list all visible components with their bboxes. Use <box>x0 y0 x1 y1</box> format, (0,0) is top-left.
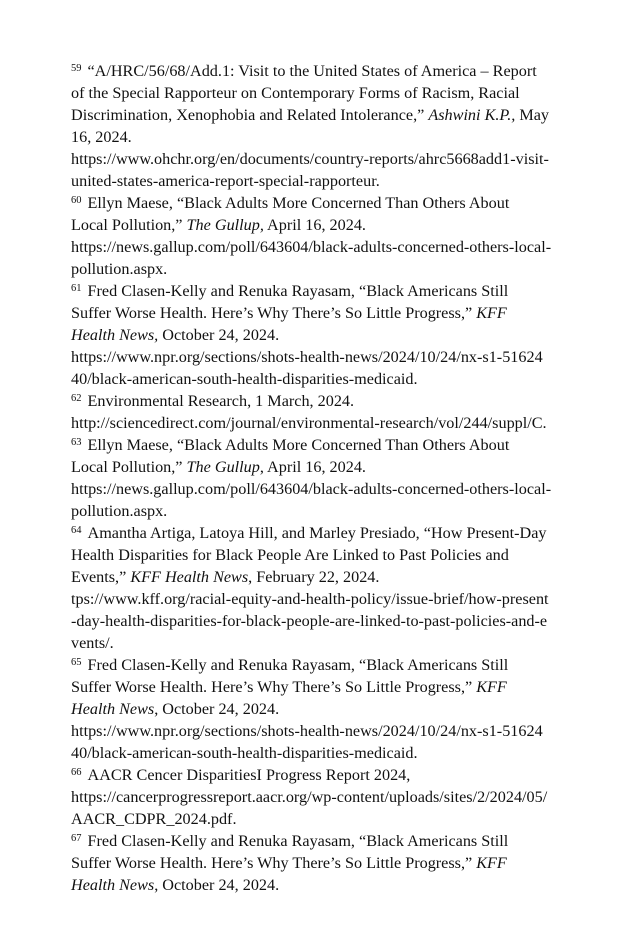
footnote-66 <box>71 764 571 830</box>
footnote-text: AACR Cencer DisparitiesI Progress Report 2024, <box>87 766 411 784</box>
footnote-text: Fred Clasen-Kelly and Renuka Rayasam, “Black Americans Still <box>87 832 509 850</box>
footnote-line <box>71 742 571 764</box>
footnote-text: -day-health-disparities-for-black-people-are-linked-to-past-policies-and-e <box>71 612 548 630</box>
footnote-text: , October 24, 2024. <box>154 876 280 894</box>
footnote-number: 62 <box>71 393 82 404</box>
footnote-line <box>71 324 571 346</box>
footnote-line <box>71 632 571 654</box>
footnote-line <box>71 346 571 368</box>
footnote-italic-text: The Gullup <box>186 458 260 476</box>
footnote-number: 66 <box>71 767 82 778</box>
footnote-line <box>71 852 571 874</box>
footnote-line <box>71 258 571 280</box>
footnote-text: tps://www.kff.org/racial-equity-and-health-policy/issue-brief/how-present <box>71 590 549 608</box>
footnote-text: pollution.aspx. <box>71 502 168 520</box>
footnote-line <box>71 148 571 170</box>
footnote-line <box>71 170 571 192</box>
footnote-text: https://news.gallup.com/poll/643604/black-adults-concerned-others-local- <box>71 238 552 256</box>
footnote-text: Suffer Worse Health. Here’s Why There’s So Little Progress,” <box>71 678 477 696</box>
footnote-line <box>71 654 571 676</box>
footnote-line <box>71 214 571 236</box>
footnote-line <box>71 588 571 610</box>
footnote-text: Ellyn Maese, “Black Adults More Concerned Than Others About <box>87 436 510 454</box>
footnote-line <box>71 302 571 324</box>
footnote-line <box>71 808 571 830</box>
footnotes-page <box>71 60 571 896</box>
footnote-text: Health Disparities for Black People Are Linked to Past Policies and <box>71 546 509 564</box>
footnote-text: Environmental Research, 1 March, 2024. <box>87 392 355 410</box>
footnote-number: 60 <box>71 195 82 206</box>
footnote-text: of the Special Rapporteur on Contemporary Forms of Racism, Racial <box>71 84 520 102</box>
footnote-text: , October 24, 2024. <box>154 700 280 718</box>
footnote-italic-text: KFF Health News <box>130 568 249 586</box>
footnote-line <box>71 786 571 808</box>
footnote-text: Amantha Artiga, Latoya Hill, and Marley Presiado, “How Present-Day <box>87 524 547 542</box>
footnote-text: October 24, 2024. <box>158 326 280 344</box>
footnote-text: 40/black-american-south-health-disparities-medicaid. <box>71 744 418 762</box>
footnote-line <box>71 412 571 434</box>
footnote-line <box>71 236 571 258</box>
footnote-text: https://news.gallup.com/poll/643604/black-adults-concerned-others-local- <box>71 480 552 498</box>
footnote-line <box>71 676 571 698</box>
footnote-line <box>71 698 571 720</box>
footnote-line <box>71 82 571 104</box>
footnote-line <box>71 500 571 522</box>
footnote-line <box>71 280 571 302</box>
footnote-61 <box>71 280 571 390</box>
footnote-line <box>71 434 571 456</box>
footnote-line <box>71 874 571 896</box>
footnote-line <box>71 126 571 148</box>
footnote-line <box>71 456 571 478</box>
footnote-text: Ellyn Maese, “Black Adults More Concerned Than Others About <box>87 194 510 212</box>
footnote-65 <box>71 654 571 764</box>
footnote-number: 67 <box>71 833 82 844</box>
footnote-67 <box>71 830 571 896</box>
footnote-line <box>71 830 571 852</box>
footnote-text: 16, 2024. <box>71 128 132 146</box>
footnote-text: Suffer Worse Health. Here’s Why There’s So Little Progress,” <box>71 854 477 872</box>
footnote-line <box>71 764 571 786</box>
footnote-italic-text: The Gullup, <box>186 216 264 234</box>
footnote-60 <box>71 192 571 280</box>
footnote-italic-text: Health News <box>71 700 155 718</box>
footnote-text: AACR_CDPR_2024.pdf. <box>71 810 237 828</box>
footnote-text: https://cancerprogressreport.aacr.org/wp-content/uploads/sites/2/2024/05/ <box>71 788 548 806</box>
footnote-63 <box>71 434 571 522</box>
footnote-line <box>71 390 571 412</box>
footnote-line <box>71 60 571 82</box>
footnote-text: 40/black-american-south-health-disparities-medicaid. <box>71 370 418 388</box>
footnote-text: Fred Clasen-Kelly and Renuka Rayasam, “Black Americans Still <box>87 656 509 674</box>
footnote-text: Local Pollution,” <box>71 216 187 234</box>
footnote-text: Fred Clasen-Kelly and Renuka Rayasam, “Black Americans Still <box>87 282 509 300</box>
footnote-text: Events,” <box>71 568 131 586</box>
footnote-text: Suffer Worse Health. Here’s Why There’s So Little Progress,” <box>71 304 477 322</box>
footnote-number: 65 <box>71 657 82 668</box>
footnote-italic-text: Health News, <box>71 326 159 344</box>
footnote-italic-text: Health News <box>71 876 155 894</box>
footnote-number: 63 <box>71 437 82 448</box>
footnote-italic-text: KFF <box>476 678 507 696</box>
footnote-59 <box>71 60 571 192</box>
footnote-number: 59 <box>71 63 82 74</box>
footnote-line <box>71 566 571 588</box>
footnote-64 <box>71 522 571 654</box>
footnote-text: vents/. <box>71 634 114 652</box>
footnote-text: https://www.ohchr.org/en/documents/country-reports/ahrc5668add1-visit- <box>71 150 549 168</box>
footnote-text: Local Pollution,” <box>71 458 187 476</box>
footnote-italic-text: KFF <box>476 304 507 322</box>
footnote-text: https://www.npr.org/sections/shots-health-news/2024/10/24/nx-s1-51624 <box>71 348 543 366</box>
footnote-62 <box>71 390 571 434</box>
footnote-text: https://www.npr.org/sections/shots-health-news/2024/10/24/nx-s1-51624 <box>71 722 543 740</box>
footnote-line <box>71 192 571 214</box>
footnote-text: , February 22, 2024. <box>248 568 380 586</box>
footnote-line <box>71 104 571 126</box>
footnote-line <box>71 478 571 500</box>
footnote-text: http://sciencedirect.com/journal/environmental-research/vol/244/suppl/C. <box>71 414 547 432</box>
footnote-text: pollution.aspx. <box>71 260 168 278</box>
footnote-text: united-states-america-report-special-rapporteur. <box>71 172 380 190</box>
footnote-text: , April 16, 2024. <box>259 458 366 476</box>
footnote-line <box>71 544 571 566</box>
footnote-text: “A/HRC/56/68/Add.1: Visit to the United States of America – Report <box>87 62 537 80</box>
footnote-number: 61 <box>71 283 82 294</box>
footnote-line <box>71 610 571 632</box>
footnote-text: April 16, 2024. <box>263 216 366 234</box>
footnote-text: Discrimination, Xenophobia and Related Intolerance,” <box>71 106 429 124</box>
footnote-italic-text: Ashwini K.P., <box>428 106 516 124</box>
footnote-number: 64 <box>71 525 82 536</box>
footnote-line <box>71 720 571 742</box>
footnote-line <box>71 368 571 390</box>
footnote-text: May <box>515 106 550 124</box>
footnote-italic-text: KFF <box>476 854 507 872</box>
footnote-line <box>71 522 571 544</box>
